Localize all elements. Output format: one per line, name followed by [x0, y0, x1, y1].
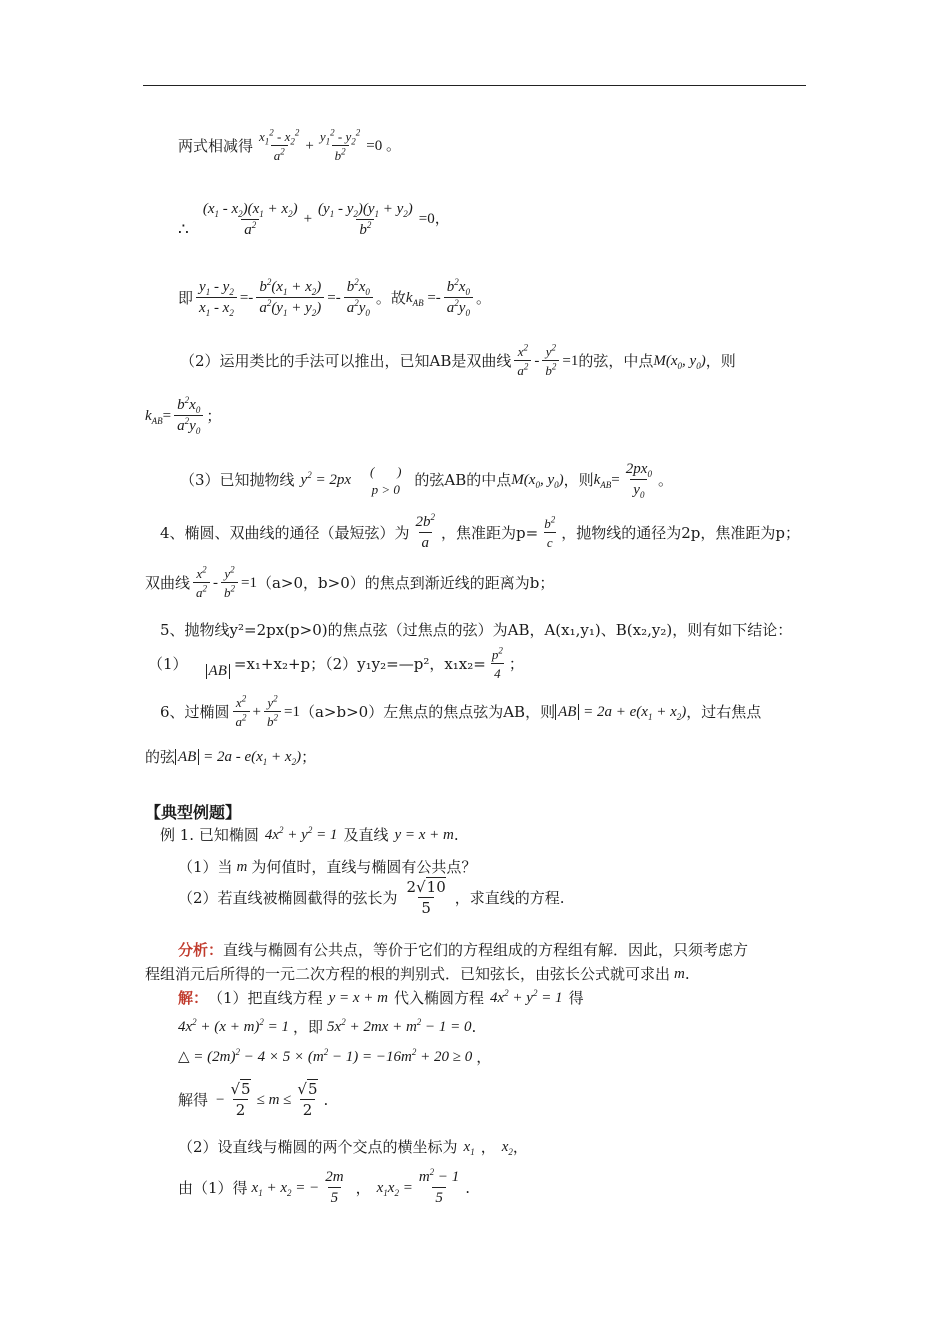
item-2-result: $k_{AB}$ = $\frac{b^2x_0}{a^2y_0}$ ； — [145, 395, 222, 436]
fraction: $\frac{2√10}{5}$ — [406, 878, 446, 917]
item-4 — [160, 512, 800, 551]
subtract-equation: 两式相减得 $\frac{x_1^2 - x_2^2}{a^2}$ + $\frac{y_1^2 - y_2^2}{b^2}$ =0 。 — [178, 127, 401, 163]
solution-line-2: $4x^2 + (x + m)^2 = 1$ ，即 $5x^2 + 2mx + m^2 - 1 = 0$ . — [178, 1017, 477, 1036]
fraction: $\frac{b^2x_0}{a^2y_0}$ — [344, 280, 373, 316]
solution-vieta: 由（1）得 $x_1 + x_2$ = − $\frac{2m}{5}$ ， $x_1x_2$ = $\frac{m^2 - 1}{5}$ . — [178, 1167, 471, 1206]
fraction: $\frac{y^2}{b^2}$ — [221, 567, 238, 599]
fraction: $\frac{x_1^2 - x_2^2}{a^2}$ — [259, 127, 300, 163]
condition: ( ) p > 0 — [370, 463, 402, 497]
solution-line-q2: （2）设直线与椭圆的两个交点的横坐标为 $x_1$ ， $x_2$ ， — [178, 1138, 528, 1157]
text-label: 解得 — [178, 1090, 209, 1109]
text-label: （2）设直线与椭圆的两个交点的横坐标为 — [178, 1138, 458, 1156]
text-label: （1）当 — [178, 858, 233, 876]
fraction: $\frac{2m}{5}$ — [325, 1169, 344, 1206]
fraction: $\frac{p^2}{4}$ — [491, 645, 503, 681]
item-6-right-focus: 的弦 AB = $2a - e(x_1 + x_2)$ ； — [145, 748, 317, 767]
text-label: 例 1. 已知椭圆 — [160, 826, 259, 844]
text-label: ，则 — [705, 351, 736, 370]
fraction: $\frac{b^2x_0}{a^2y_0}$ — [174, 398, 203, 434]
fraction: $\frac{(y_1 - y_2)(y_1 + y_2)}{b^2}$ — [318, 200, 413, 238]
text-label: 6、过椭圆 — [160, 702, 230, 721]
fraction: $\frac{b^2(x_1 + x_2)}{a^2(y_1 + y_2)}$ — [256, 280, 324, 316]
section-heading — [145, 805, 241, 821]
text-label: （3）已知抛物线 — [180, 470, 295, 489]
text-label: 程组消元后所得的一元二次方程的根的判别式．已知弦长，由弦长公式就可求出 — [145, 965, 671, 983]
item-6: 6、过椭圆 $\frac{x^2}{a^2}$ + $\frac{y^2}{b^2}$ =1 （a>b>0）左焦点的焦点弦为AB，则 AB = $2a + e(x_1 + x_2)$ ，过右焦点 — [160, 693, 762, 729]
therefore-symbol: ∴ — [178, 220, 189, 240]
analysis-line-1 — [178, 943, 748, 958]
text-label: 及直线 — [343, 826, 389, 844]
fraction: $\frac{b^2x_0}{a^2y_0}$ — [444, 280, 473, 316]
text-label: （2）若直线被椭圆截得的弦长为 — [178, 888, 398, 907]
header-rule — [143, 85, 806, 86]
fraction: $\frac{y_1^2 - y_2^2}{b^2}$ — [319, 127, 361, 163]
text-label: 两式相减得 — [178, 136, 254, 155]
slope-derivation: 即 $\frac{y_1 - y_2}{x_1 - x_2}$ =- $\frac{b^2(x_1 + x_2)}{a^2(y_1 + y_2)}$ =- $\frac{b^2x_0}{a^2y_0}$ 。故 $k_{AB}$ =- $\frac{b^2x_0}{a^2y_0}$ 。 — [178, 277, 491, 318]
solution-range: 解得 − $\frac{√5}{2}$ ≤ m ≤ $\frac{√5}{2}$ . — [178, 1080, 329, 1119]
text-label: 直线与椭圆有公共点，等价于它们的方程组成的方程组有解．因此，只须考虑方 — [223, 941, 749, 959]
item-2: （2）运用类比的手法可以推出，已知AB是双曲线 $\frac{x^2}{a^2}$ - $\frac{y^2}{b^2}$ =1 的弦，中点 $M(x_0$, $y_0$) ，则 — [180, 342, 736, 378]
item-5-conclusions: （1） AB =x₁+x₂+p；（2）y₁y₂=—p²，x₁x₂= $\frac{p^2}{4}$ ； — [148, 645, 524, 681]
heading-text: 【典型例题】 — [145, 803, 242, 822]
text-label: （a>0，b>0）的焦点到渐近线的距离为b； — [256, 573, 555, 592]
text-label: ，过右焦点 — [686, 702, 762, 721]
fraction: $\frac{(x_1 - x_2)(x_1 + x_2)}{a^2}$ — [202, 200, 298, 238]
fraction: $\frac{y^2}{b^2}$ — [542, 345, 559, 377]
text-label: 为何值时，直线与椭圆有公共点？ — [251, 858, 477, 876]
fraction: $\frac{2px_0}{y_0}$ — [625, 461, 652, 500]
text-label: （a>b>0）左焦点的焦点弦为AB，则 — [299, 702, 556, 721]
text-label: 。故 — [375, 288, 406, 307]
text-label: 双曲线 — [145, 573, 191, 592]
text-label: ，即 — [293, 1018, 324, 1036]
text-label: 的弦AB的中点 — [414, 470, 512, 489]
analysis-line-2: 程组消元后所得的一元二次方程的根的判别式．已知弦长，由弦长公式就可求出 m . — [145, 965, 690, 983]
text-label: 5、抛物线y²=2px(p>0)的焦点弦（过焦点的弦）为AB，A(x₁,y₁)、B(x₂,y₂)，则有如下结论： — [160, 621, 793, 639]
text-label: =x₁+x₂+p；（2）y₁y₂=—p²，x₁x₂= — [233, 654, 486, 673]
fraction: $\frac{√5}{2}$ — [230, 1080, 251, 1119]
fraction: $\frac{x^2}{a^2}$ — [233, 696, 250, 728]
solution-discriminant: △ = $(2m)^2 - 4 \times 5 \times (m^2 - 1) = -16m^2 + 20 \ge 0$ ， — [178, 1047, 492, 1066]
text-label: （1） — [148, 654, 188, 673]
therefore-equation: ∴ $\frac{(x_1 - x_2)(x_1 + x_2)}{a^2}$ + $\frac{(y_1 - y_2)(y_1 + y_2)}{b^2}$ =0， — [178, 200, 450, 240]
item-3: （3）已知抛物线 $y^2 = 2px$ ( ) p > 0 的弦AB的中点 $M(x_0$, $y_0$) ，则 $k_{AB}$ = $\frac{2px_0}{y_0}$ 。 — [180, 461, 673, 500]
text-label: ，则 — [563, 470, 594, 489]
text-label: 的弦，中点 — [578, 351, 654, 370]
example-1-q2 — [178, 880, 565, 916]
text-label: 得 — [568, 989, 584, 1007]
fraction: $\frac{2b^2}{a}$ — [415, 512, 436, 551]
item-4-hyperbola: 双曲线 $\frac{x^2}{a^2}$ - $\frac{y^2}{b^2}$ =1 （a>0，b>0）的焦点到渐近线的距离为b； — [145, 564, 555, 600]
text-label: 代入椭圆方程 — [393, 989, 484, 1007]
item-5 — [160, 623, 792, 638]
text-label: ，抛物线的通径为2p，焦准距为p； — [561, 523, 800, 542]
text-label: （1）把直线方程 — [208, 989, 323, 1007]
text-label: ，求直线的方程. — [454, 888, 565, 907]
fraction: $\frac{y^2}{b^2}$ — [264, 696, 281, 728]
text-label: 的弦 — [145, 748, 176, 766]
text-label: （2）运用类比的手法可以推出，已知AB是双曲线 — [180, 351, 512, 370]
analysis-label: 分析： — [178, 941, 224, 959]
fraction: $\frac{b^2}{c}$ — [544, 514, 556, 550]
fraction: $\frac{y_1 - y_2}{x_1 - x_2}$ — [196, 280, 237, 316]
example-1-q1: （1）当 m 为何值时，直线与椭圆有公共点？ — [178, 858, 477, 876]
fraction: $\frac{√5}{2}$ — [297, 1080, 318, 1119]
text-label: 4、椭圆、双曲线的通径（最短弦）为 — [160, 523, 410, 542]
fraction: $\frac{x^2}{a^2}$ — [514, 345, 531, 377]
text-label: ，焦准距为p= — [441, 523, 539, 542]
fraction: $\frac{m^2 - 1}{5}$ — [418, 1167, 460, 1206]
text-label: 即 — [178, 288, 194, 307]
example-1: 例 1. 已知椭圆 $4x^2 + y^2 = 1$ 及直线 y = x + m . — [160, 825, 459, 844]
solution-label: 解： — [178, 989, 209, 1007]
solution-line-1: 解： （1）把直线方程 y = x + m 代入椭圆方程 $4x^2 + y^2 = 1$ 得 — [178, 988, 584, 1007]
text-label: 由（1）得 — [178, 1178, 248, 1197]
fraction: $\frac{x^2}{a^2}$ — [193, 567, 210, 599]
